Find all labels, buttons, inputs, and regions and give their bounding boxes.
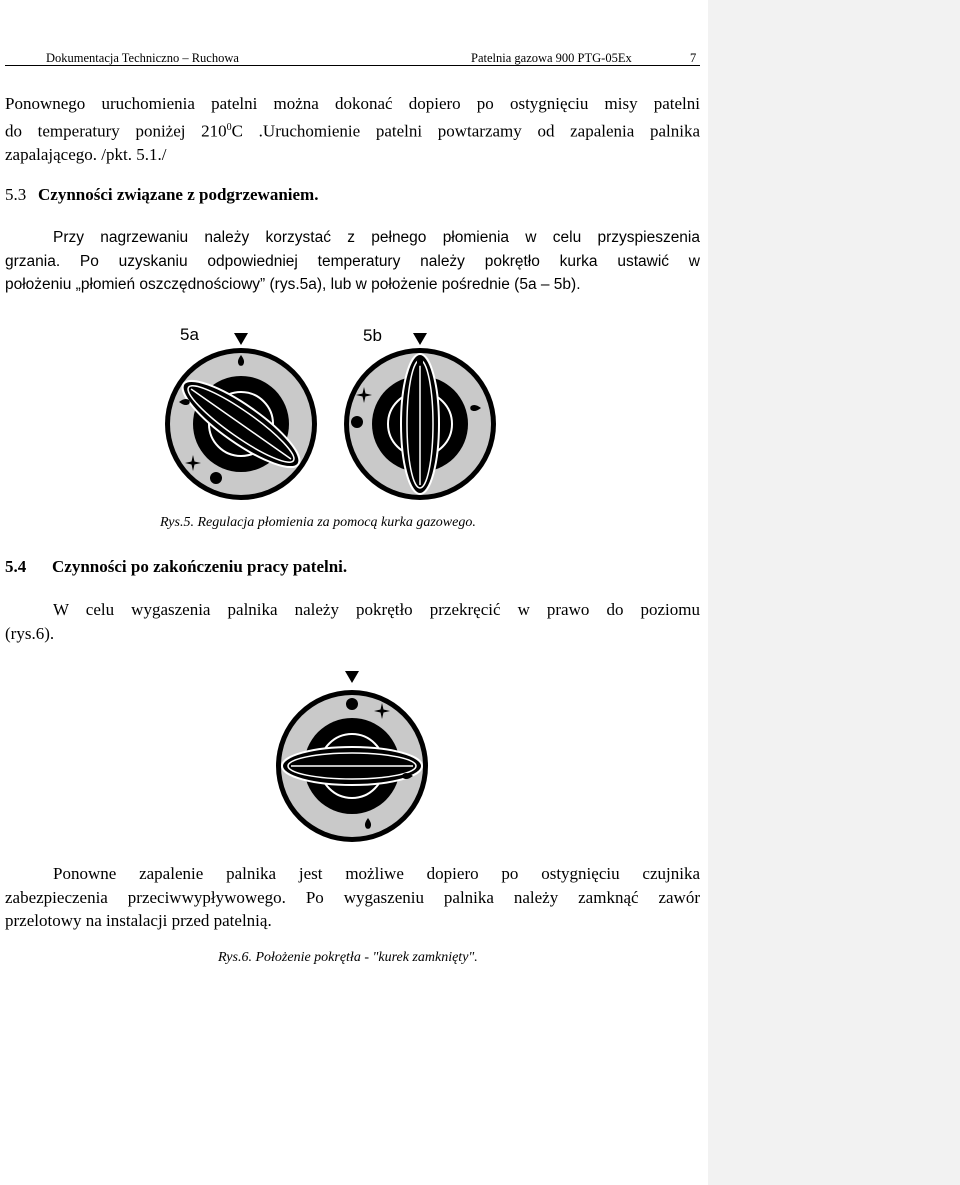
figure-5-caption: Rys.5. Regulacja płomienia za pomocą kurka gazowego.: [160, 515, 476, 530]
text-span: Przy nagrzewaniu należy korzystać z pełnego płomienia w celu przyspieszenia: [53, 229, 700, 246]
section-number: 5.3: [5, 185, 27, 204]
section-53-title: Czynności związane z podgrzewaniem.: [38, 185, 319, 204]
closed-dot-icon: [346, 698, 358, 710]
text-span: do temperatury poniżej 210: [5, 121, 227, 141]
text-line: [5, 598, 700, 622]
section-53-number: [5, 185, 26, 205]
pointer-triangle-icon: [413, 333, 427, 345]
text-line: [5, 226, 700, 250]
figure-5: [160, 318, 500, 500]
section-54-title: Czynności po zakończeniu pracy patelni.: [52, 557, 348, 576]
text-line: położeniu „płomień oszczędnościowy” (rys.5a), lub w położenie pośrednie (5a – 5b).: [5, 276, 581, 293]
text-span: C .Uruchomienie patelni powtarzamy od zapalenia palnika: [231, 121, 700, 141]
text-line: przelotowy na instalacji przed patelnią.: [5, 911, 272, 930]
header-doc-title: Dokumentacja Techniczno – Ruchowa: [46, 51, 239, 65]
pointer-triangle-icon: [234, 333, 248, 345]
final-paragraph: [5, 862, 700, 933]
label-5b: 5b: [363, 326, 382, 345]
superscript: 0: [226, 121, 232, 133]
knob-handle: [282, 747, 422, 785]
text-line: zapalającego. /pkt. 5.1./: [5, 144, 167, 164]
text-line: [5, 116, 700, 143]
header-rule: [5, 65, 700, 66]
section-54-body: [5, 598, 700, 645]
text-line: zabezpieczenia przeciwwypływowego. Po wygaszeniu palnika należy zamknąć zawór: [5, 887, 700, 907]
knob-5a: [165, 325, 317, 500]
text-line: (rys.6).: [5, 623, 55, 643]
intro-paragraph: [5, 92, 700, 166]
comment-sidebar: [708, 0, 960, 1185]
text-span: Ponowne zapalenie palnika jest możliwe dopiero po ostygnięciu czujnika: [53, 864, 700, 883]
section-53-body: [5, 226, 700, 297]
text-line: Ponownego uruchomienia patelni można dokonać dopiero po ostygnięciu misy patelni: [5, 94, 700, 113]
figure-6-caption: Rys.6. Położenie pokrętła - "kurek zamknięty".: [218, 950, 478, 965]
pointer-triangle-icon: [345, 671, 359, 683]
text-line: [5, 862, 700, 886]
closed-dot-icon: [210, 472, 222, 484]
text-line: grzania. Po uzyskaniu odpowiedniej temperatury należy pokrętło kurka ustawić w: [5, 252, 700, 270]
knob-5b: [344, 326, 496, 500]
label-5a: 5a: [180, 325, 199, 344]
header-page-number: 7: [690, 51, 697, 65]
header-product: Patelnia gazowa 900 PTG-05Ex: [471, 51, 632, 65]
text-span: W celu wygaszenia palnika należy pokrętło przekręcić w prawo do poziomu: [53, 600, 700, 619]
knob-handle: [401, 354, 439, 494]
figure-6: [270, 666, 430, 842]
closed-dot-icon: [351, 416, 363, 428]
section-54-number: 5.4: [5, 557, 27, 576]
